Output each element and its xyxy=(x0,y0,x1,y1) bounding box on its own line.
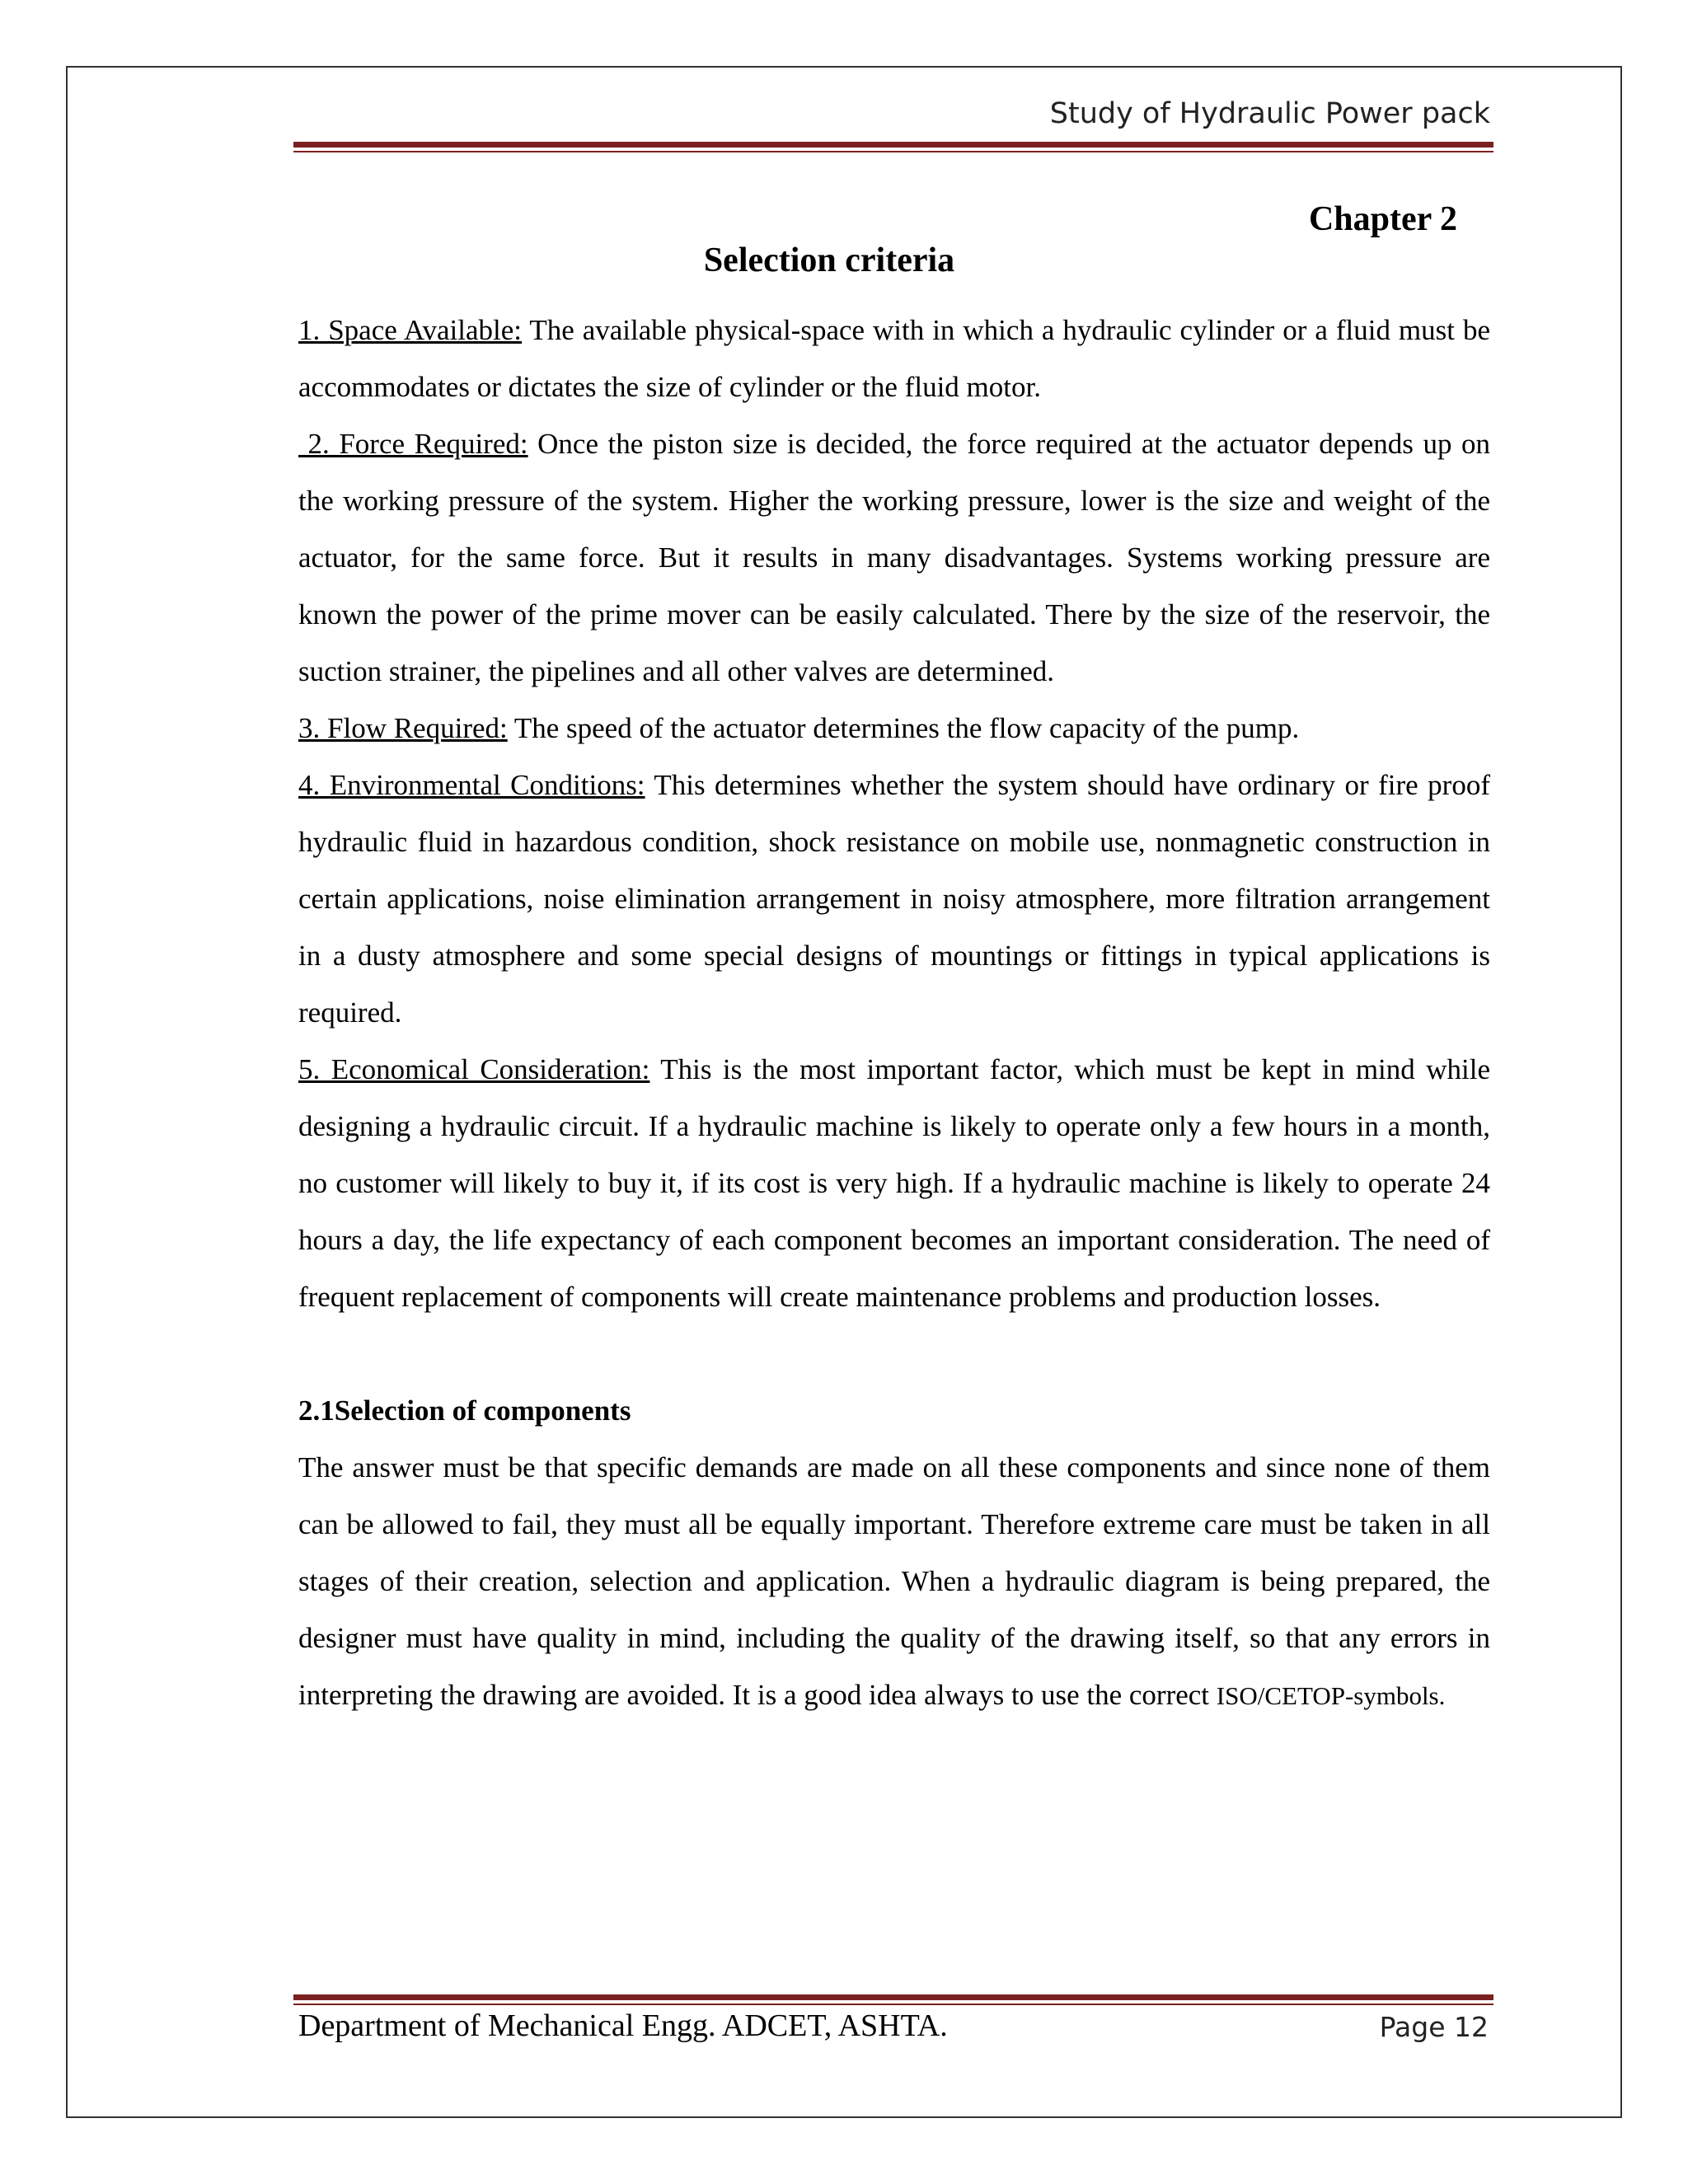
footer-department: Department of Mechanical Engg. ADCET, ASHTA. xyxy=(298,2008,948,2043)
running-header: Study of Hydraulic Power pack xyxy=(1049,97,1490,130)
chapter-label: Chapter 2 xyxy=(1308,200,1457,238)
criterion-heading: 1. Space Available: xyxy=(298,314,523,346)
criterion-text: This is the most important factor, which must be kept in mind while designing a hydraulic circuit. If a hydraulic machine is likely to operate only a few hours in a month, no customer will likely to buy it, if its cost is very high. If a hydraulic machine is likely to operate 24 hours a day, the life expectancy of each component becomes an important consideration. The need of frequent replacement of components will create maintenance problems and production losses. xyxy=(298,1053,1490,1313)
criterion-text: This determines whether the system should have ordinary or fire proof hydraulic fluid in hazardous condition, shock resistance on mobile use, nonmagnetic construction in certain applications, noise elimination arrangement in noisy atmosphere, more filtration arrangement in a dusty atmosphere and some special designs of mountings or fittings in typical applications is required. xyxy=(298,769,1490,1029)
criterion-paragraph xyxy=(298,302,1490,415)
criterion-heading: 2. Force Required: xyxy=(298,428,528,460)
footer-rule xyxy=(293,1994,1493,2005)
page-number: Page 12 xyxy=(1379,2011,1489,2043)
symbols-text: ISO/CETOP-symbols. xyxy=(1216,1681,1446,1710)
section-heading: 2.1Selection of components xyxy=(298,1394,631,1427)
criterion-heading: 4. Environmental Conditions: xyxy=(298,769,645,801)
section-text: The answer must be that specific demands are made on all these components and since none of them can be allowed to fail, they must all be equally important. Therefore extreme care must be taken in all stages of their creation, selection and application. When a hydraulic diagram is being prepared, the designer must have quality in mind, including the quality of the drawing itself, so that any errors in interpreting the drawing are avoided. It is a good idea always to use the correct xyxy=(298,1451,1490,1711)
criterion-heading: 3. Flow Required: xyxy=(298,712,508,744)
body-text xyxy=(298,302,1490,1724)
criterion-paragraph xyxy=(298,700,1490,757)
criterion-paragraph xyxy=(298,1041,1490,1325)
criterion-text: The speed of the actuator determines the flow capacity of the pump. xyxy=(507,712,1300,744)
criterion-text: Once the piston size is decided, the force required at the actuator depends up on the working pressure of the system. Higher the working pressure, lower is the size and weight of the actuator, for the same force. But it results in many disadvantages. Systems working pressure are known the power of the prime mover can be easily calculated. There by the size of the reservoir, the suction strainer, the pipelines and all other valves are determined. xyxy=(298,428,1490,687)
criterion-text: The available physical-space with in which a hydraulic cylinder or a fluid must be accommodates or dictates the size of cylinder or the fluid motor. xyxy=(298,314,1490,403)
section-paragraph xyxy=(298,1439,1490,1724)
header-rule xyxy=(293,142,1493,152)
criterion-paragraph xyxy=(298,757,1490,1041)
chapter-title: Selection criteria xyxy=(703,241,955,279)
criterion-paragraph xyxy=(298,415,1490,700)
criterion-heading: 5. Economical Consideration: xyxy=(298,1053,650,1085)
